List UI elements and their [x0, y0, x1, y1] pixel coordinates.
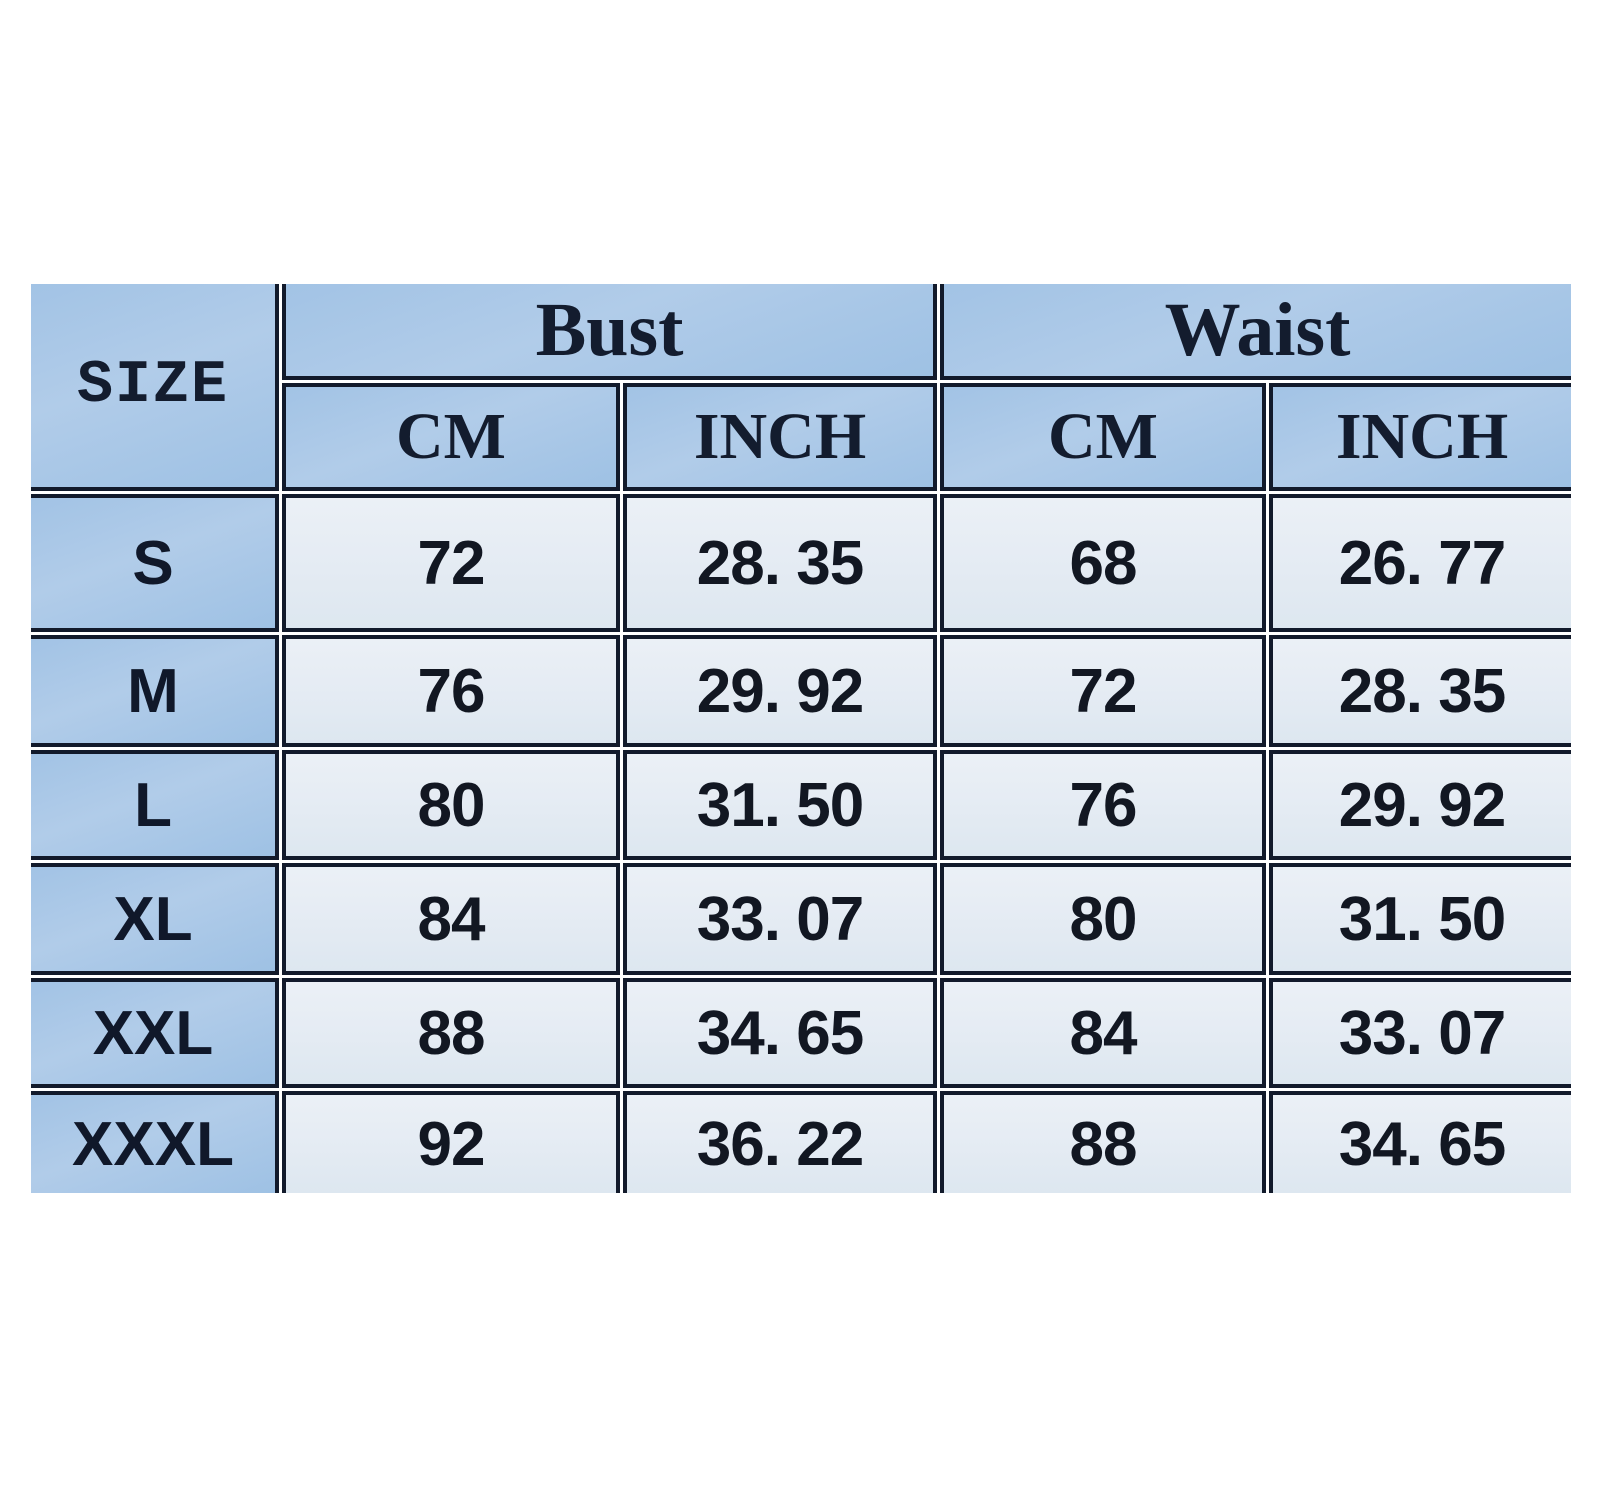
size-chart-table: [28, 281, 1574, 1196]
waist-cm-value: 80: [940, 863, 1266, 975]
size-row-l: [31, 750, 1571, 860]
size-label: L: [31, 750, 279, 860]
bust-cm-value: 88: [282, 978, 620, 1088]
bust-cm-value: 92: [282, 1091, 620, 1193]
waist-inch-value: 26. 77: [1269, 494, 1571, 632]
waist-cm-value: 84: [940, 978, 1266, 1088]
bust-cm-header: CM: [282, 383, 620, 491]
size-row-xxxl: [31, 1091, 1571, 1193]
bust-inch-value: 31. 50: [623, 750, 937, 860]
bust-inch-value: 34. 65: [623, 978, 937, 1088]
bust-inch-value: 28. 35: [623, 494, 937, 632]
waist-group-header: Waist: [940, 284, 1571, 380]
size-label: XL: [31, 863, 279, 975]
bust-cm-value: 80: [282, 750, 620, 860]
bust-inch-value: 36. 22: [623, 1091, 937, 1193]
waist-cm-header: CM: [940, 383, 1266, 491]
waist-cm-value: 68: [940, 494, 1266, 632]
bust-cm-value: 72: [282, 494, 620, 632]
bust-cm-value: 76: [282, 635, 620, 747]
waist-inch-value: 31. 50: [1269, 863, 1571, 975]
bust-inch-value: 29. 92: [623, 635, 937, 747]
bust-cm-value: 84: [282, 863, 620, 975]
size-row-m: [31, 635, 1571, 747]
size-label: M: [31, 635, 279, 747]
size-column-header: SIZE: [31, 284, 279, 491]
bust-inch-value: 33. 07: [623, 863, 937, 975]
bust-group-header: Bust: [282, 284, 937, 380]
waist-inch-value: 28. 35: [1269, 635, 1571, 747]
waist-inch-value: 34. 65: [1269, 1091, 1571, 1193]
waist-cm-value: 88: [940, 1091, 1266, 1193]
size-label: S: [31, 494, 279, 632]
bust-inch-header: INCH: [623, 383, 937, 491]
waist-inch-value: 29. 92: [1269, 750, 1571, 860]
size-row-xxl: [31, 978, 1571, 1088]
size-row-s: [31, 494, 1571, 632]
waist-inch-header: INCH: [1269, 383, 1571, 491]
size-label: XXL: [31, 978, 279, 1088]
header-row-groups: [31, 284, 1571, 380]
size-label: XXXL: [31, 1091, 279, 1193]
waist-inch-value: 33. 07: [1269, 978, 1571, 1088]
waist-cm-value: 76: [940, 750, 1266, 860]
waist-cm-value: 72: [940, 635, 1266, 747]
size-row-xl: [31, 863, 1571, 975]
